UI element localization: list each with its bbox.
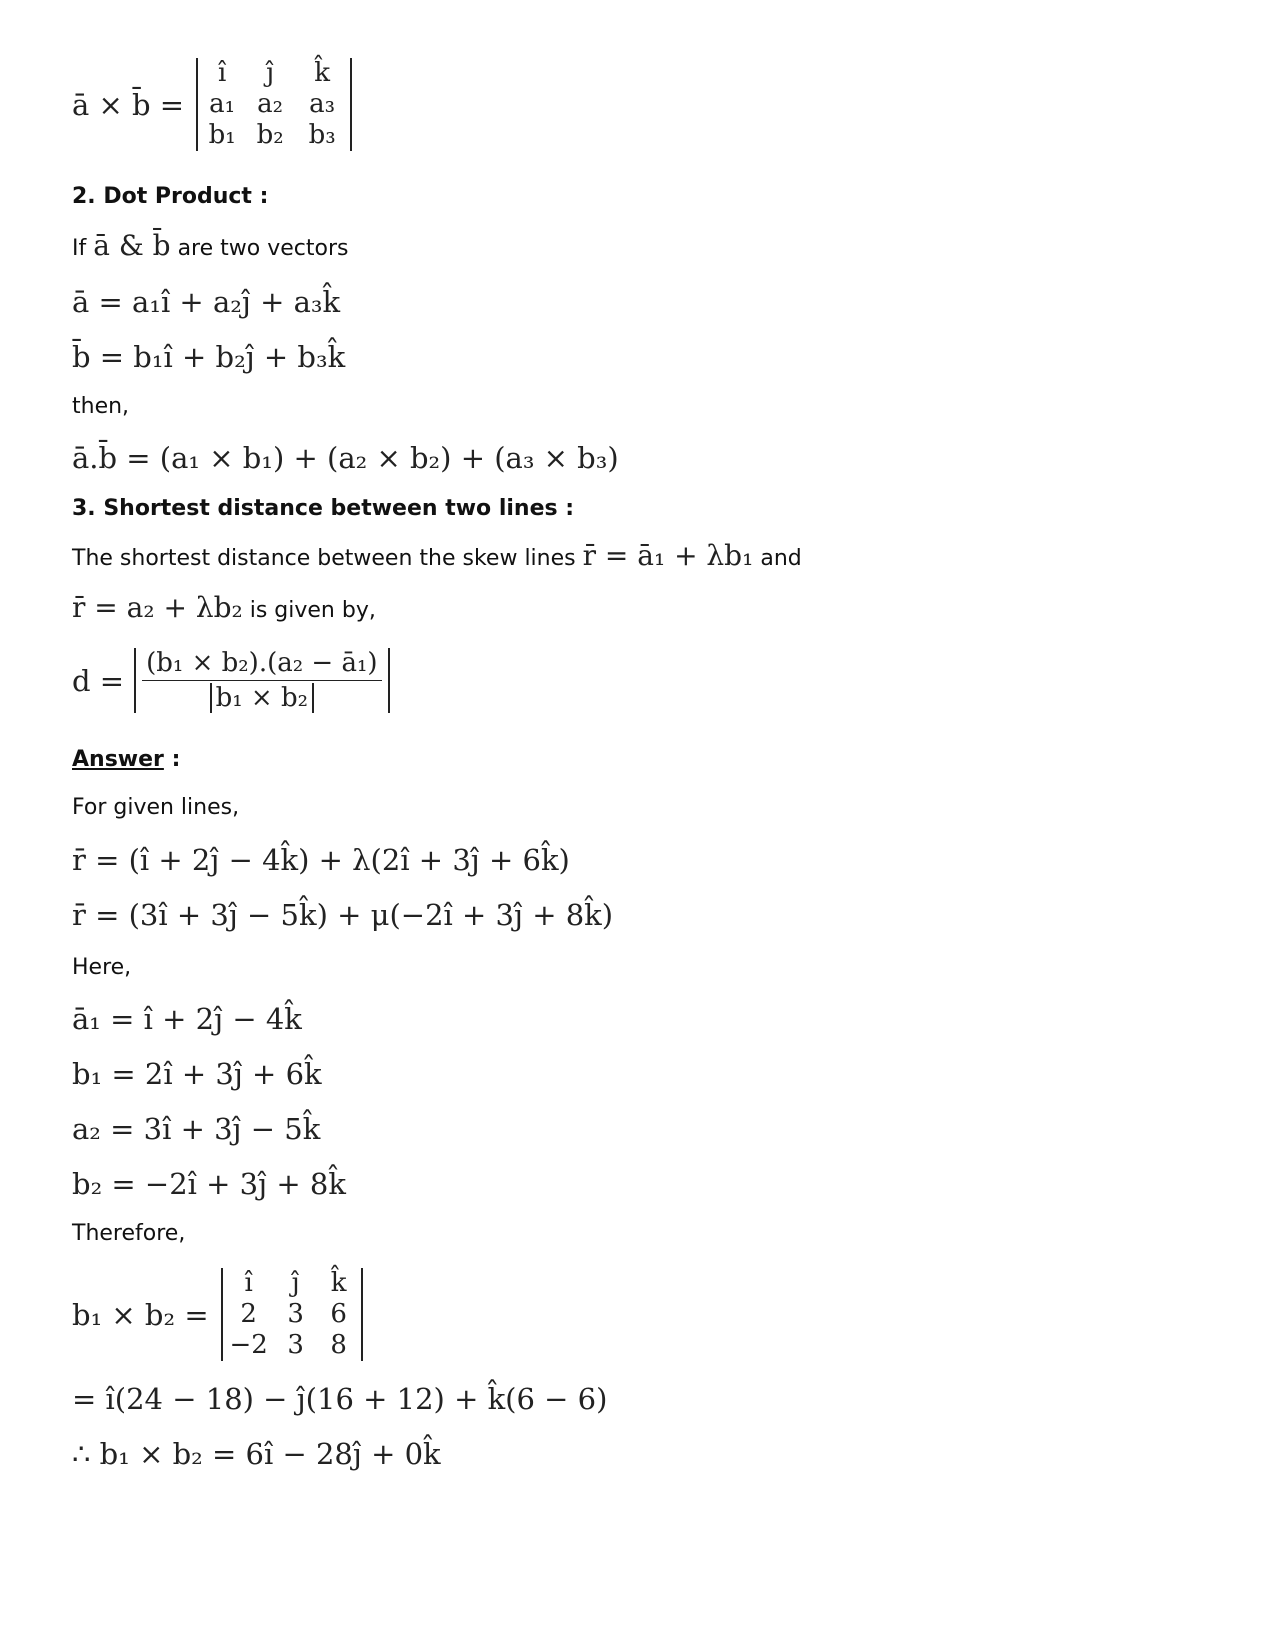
distance-numerator: (b₁ × b₂).(a₂ − ā₁) — [142, 648, 381, 681]
det-cell: 3 — [287, 1330, 304, 1360]
sd-text-2: is given by, — [249, 598, 376, 623]
then-text: then, — [72, 394, 130, 419]
det-cell: 6 — [330, 1299, 347, 1329]
answer-label: Answer — [72, 747, 164, 772]
cross-product-result: ∴ b₁ × b₂ = 6î − 28ĵ + 0k̂ — [72, 1437, 441, 1471]
det-cell: ĵ — [291, 1268, 300, 1298]
det-cell: 2 — [240, 1299, 257, 1329]
sd-line-2: r̄ = a₂ + λb₂ — [72, 591, 243, 624]
a2-value: a₂ = 3î + 3ĵ − 5k̂ — [72, 1112, 321, 1146]
distance-formula — [72, 648, 390, 713]
det-cell: a₃ — [309, 89, 336, 119]
dot-intro-math: ā & b̄ — [93, 229, 171, 262]
sd-text-1: The shortest distance between the skew lines — [72, 546, 576, 571]
answer-colon: : — [171, 747, 181, 772]
dot-intro-after: are two vectors — [177, 236, 349, 261]
distance-abs — [134, 648, 389, 713]
shortest-distance-text — [72, 539, 802, 573]
here-text: Here, — [72, 955, 132, 980]
det-cell: 8 — [330, 1330, 347, 1360]
det-cell: ĵ — [266, 58, 275, 88]
det-cell: k̂ — [314, 58, 330, 88]
denominator-abs: b₁ × b₂ — [210, 683, 314, 713]
det-cell: î — [217, 58, 227, 88]
det-cell: −2 — [229, 1330, 268, 1360]
given-lines-text: For given lines, — [72, 795, 240, 820]
given-line-1: r̄ = (î + 2ĵ − 4k̂) + λ(2î + 3ĵ + 6k̂) — [72, 843, 570, 877]
det-cell: b₁ — [208, 120, 236, 150]
distance-lhs: d = — [72, 663, 125, 698]
cross-product-formula — [72, 58, 352, 151]
b1-value: b₁ = 2î + 3ĵ + 6k̂ — [72, 1057, 322, 1091]
sd-line-1: r̄ = ā₁ + λb₁ — [582, 539, 754, 572]
answer-heading — [72, 746, 180, 774]
therefore-text: Therefore, — [72, 1221, 186, 1246]
a1-value: ā₁ = î + 2ĵ − 4k̂ — [72, 1002, 302, 1036]
det-cell: b₂ — [256, 120, 284, 150]
cross-lhs: ā × b̄ = — [72, 87, 185, 122]
cross2-determinant — [221, 1268, 363, 1361]
det-cell: b₃ — [308, 120, 336, 150]
dot-intro-before: If — [72, 236, 87, 261]
det-cell: 3 — [287, 1299, 304, 1329]
distance-fraction — [142, 648, 381, 713]
cross-determinant — [196, 58, 352, 151]
vector-a-definition: ā = a₁î + a₂ĵ + a₃k̂ — [72, 285, 341, 319]
dot-intro — [72, 229, 349, 263]
det-cell: a₁ — [209, 89, 236, 119]
vector-b-definition: b̄ = b₁î + b₂ĵ + b₃k̂ — [72, 340, 346, 374]
b2-value: b₂ = −2î + 3ĵ + 8k̂ — [72, 1167, 346, 1201]
determinant-expansion: = î(24 − 18) − ĵ(16 + 12) + k̂(6 − 6) — [72, 1382, 608, 1416]
cross-product-b1-b2 — [72, 1268, 363, 1361]
dot-product-result: ā.b̄ = (a₁ × b₁) + (a₂ × b₂) + (a₃ × b₃) — [72, 441, 619, 475]
sd-and: and — [760, 546, 802, 571]
det-cell: a₂ — [257, 89, 284, 119]
cross2-lhs: b₁ × b₂ = — [72, 1297, 209, 1332]
dot-product-heading: 2. Dot Product : — [72, 184, 269, 209]
shortest-distance-heading: 3. Shortest distance between two lines : — [72, 496, 575, 521]
det-cell: k̂ — [330, 1268, 347, 1298]
shortest-distance-text-2 — [72, 591, 376, 625]
distance-denominator — [142, 681, 381, 713]
given-line-2: r̄ = (3î + 3ĵ − 5k̂) + μ(−2î + 3ĵ + 8k̂) — [72, 898, 614, 932]
det-cell: î — [244, 1268, 253, 1298]
